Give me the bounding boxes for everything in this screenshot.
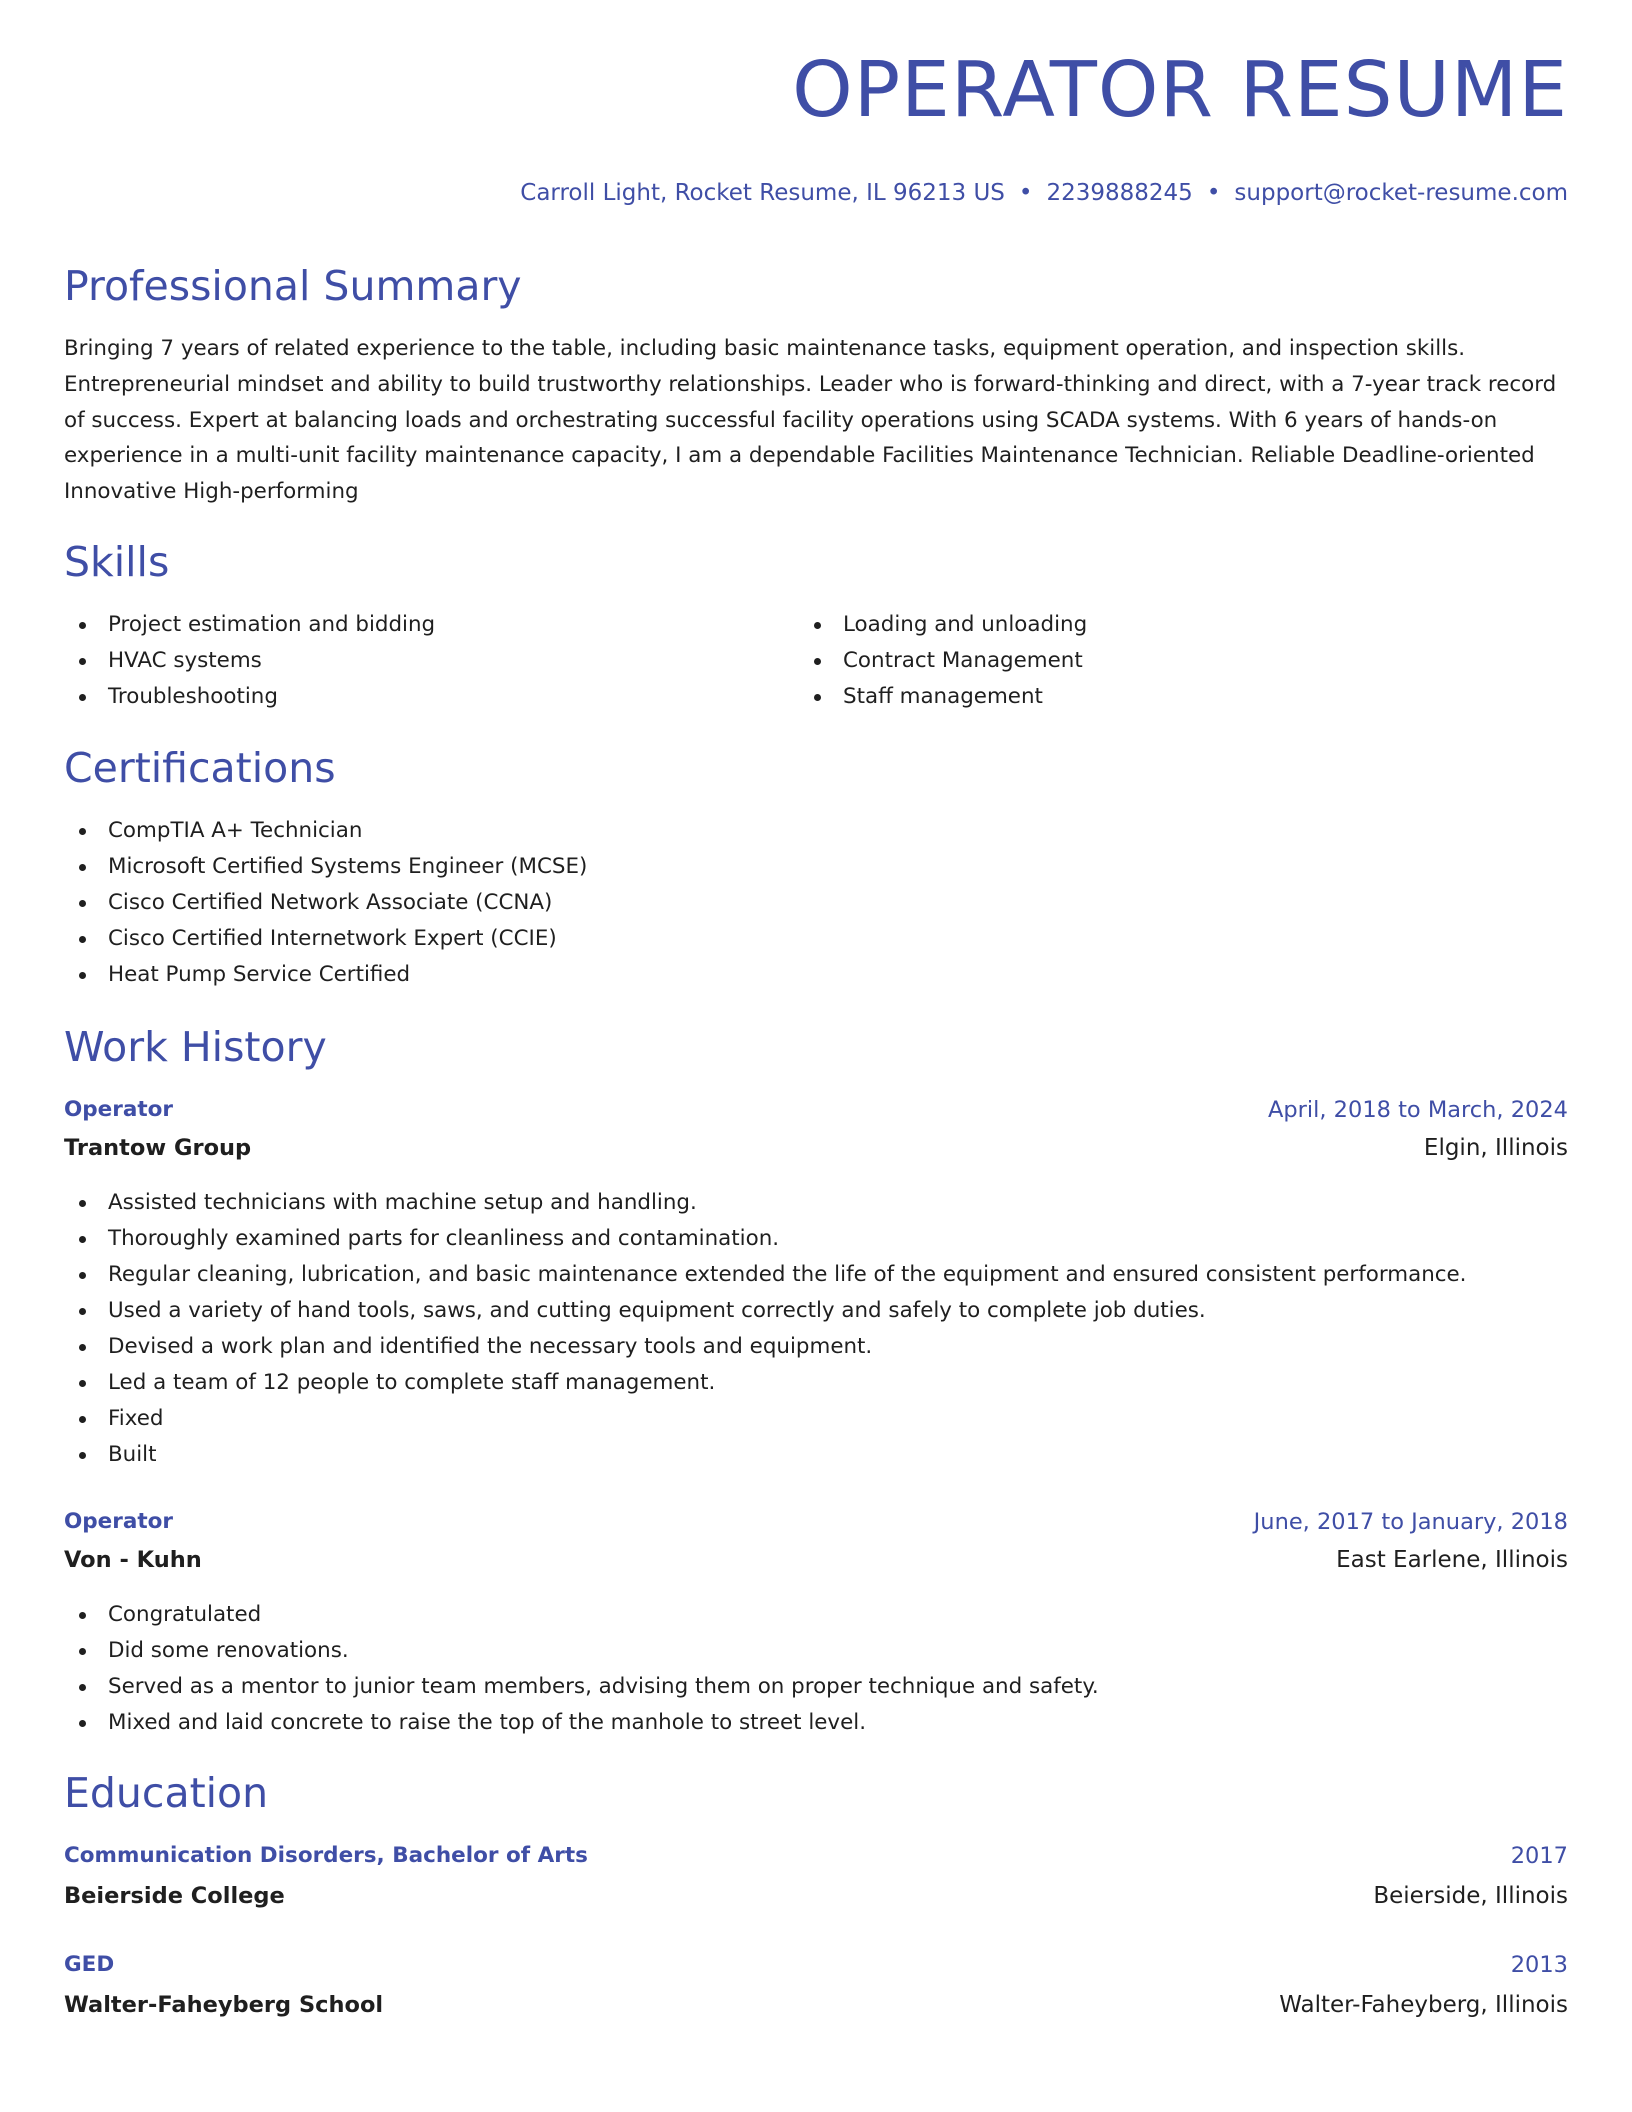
page-title: OPERATOR RESUME <box>792 46 1568 135</box>
list-item: Thoroughly examined parts for cleanliness and contamination. <box>64 1221 1466 1257</box>
list-item: Cisco Certified Network Associate (CCNA) <box>64 885 587 921</box>
certifications-list <box>64 813 587 993</box>
job-title: Operator <box>64 1509 174 1534</box>
skills-list-right <box>799 607 1087 715</box>
work-history-heading: Work History <box>64 1023 327 1071</box>
contact-email: support@rocket-resume.com <box>1234 180 1568 206</box>
job-location: Elgin, Illinois <box>1423 1135 1568 1161</box>
certifications-heading: Certifications <box>64 744 336 792</box>
list-item: Regular cleaning, lubrication, and basic maintenance extended the life of the equipment and ensured consistent performance. <box>64 1257 1466 1293</box>
list-item: HVAC systems <box>64 643 435 679</box>
job-dates: April, 2018 to March, 2024 <box>1267 1097 1568 1123</box>
list-item: Led a team of 12 people to complete staff management. <box>64 1365 1466 1401</box>
education-degree: Communication Disorders, Bachelor of Arts <box>64 1843 588 1868</box>
education-heading: Education <box>64 1769 269 1817</box>
education-location: Walter-Faheyberg, Illinois <box>1279 1992 1568 2018</box>
list-item: Mixed and laid concrete to raise the top of the manhole to street level. <box>64 1705 1099 1741</box>
summary-heading: Professional Summary <box>64 262 522 310</box>
job-dates: June, 2017 to January, 2018 <box>1253 1509 1568 1535</box>
contact-line <box>520 180 1568 206</box>
contact-address: Carroll Light, Rocket Resume, IL 96213 US <box>520 180 1005 206</box>
job-company: Trantow Group <box>64 1135 252 1161</box>
list-item: Used a variety of hand tools, saws, and cutting equipment correctly and safely to complete job duties. <box>64 1293 1466 1329</box>
list-item: Congratulated <box>64 1597 1099 1633</box>
list-item: Contract Management <box>799 643 1087 679</box>
education-school: Walter-Faheyberg School <box>64 1992 384 2018</box>
list-item: Served as a mentor to junior team members, advising them on proper technique and safety. <box>64 1669 1099 1705</box>
list-item: Built <box>64 1437 1466 1473</box>
job-bullets <box>64 1597 1099 1741</box>
job-title: Operator <box>64 1097 174 1122</box>
list-item: CompTIA A+ Technician <box>64 813 587 849</box>
education-location: Beierside, Illinois <box>1373 1883 1568 1909</box>
list-item: Loading and unloading <box>799 607 1087 643</box>
summary-text: Bringing 7 years of related experience to the table, including basic maintenance tasks, equipment operation, and inspection skills. Entrepreneurial mindset and ability to build trustworthy relationships. Leader who is forward-thinking and direct, with a 7-year track record of success. Expert at balancing loads and orchestrating successful facility operations using SCADA systems. With 6 years of hands-on experience in a multi-unit facility maintenance capacity, I am a dependable Facilities Maintenance Technician. Reliable Deadline-oriented Innovative High-performing <box>64 336 1557 505</box>
job-bullets <box>64 1185 1466 1473</box>
list-item: Cisco Certified Internetwork Expert (CCIE) <box>64 921 587 957</box>
contact-separator: • <box>1018 180 1033 206</box>
education-school: Beierside College <box>64 1883 285 1909</box>
contact-separator: • <box>1206 180 1221 206</box>
list-item: Staff management <box>799 679 1087 715</box>
list-item: Project estimation and bidding <box>64 607 435 643</box>
education-year: 2013 <box>1510 1952 1568 1978</box>
job-location: East Earlene, Illinois <box>1336 1547 1568 1573</box>
skills-list-left <box>64 607 435 715</box>
list-item: Assisted technicians with machine setup and handling. <box>64 1185 1466 1221</box>
list-item: Microsoft Certified Systems Engineer (MCSE) <box>64 849 587 885</box>
list-item: Heat Pump Service Certified <box>64 957 587 993</box>
list-item: Did some renovations. <box>64 1633 1099 1669</box>
education-year: 2017 <box>1510 1843 1568 1869</box>
contact-phone: 2239888245 <box>1046 180 1193 206</box>
list-item: Troubleshooting <box>64 679 435 715</box>
job-company: Von - Kuhn <box>64 1547 202 1573</box>
list-item: Devised a work plan and identified the necessary tools and equipment. <box>64 1329 1466 1365</box>
skills-heading: Skills <box>64 538 170 586</box>
education-degree: GED <box>64 1952 115 1977</box>
list-item: Fixed <box>64 1401 1466 1437</box>
